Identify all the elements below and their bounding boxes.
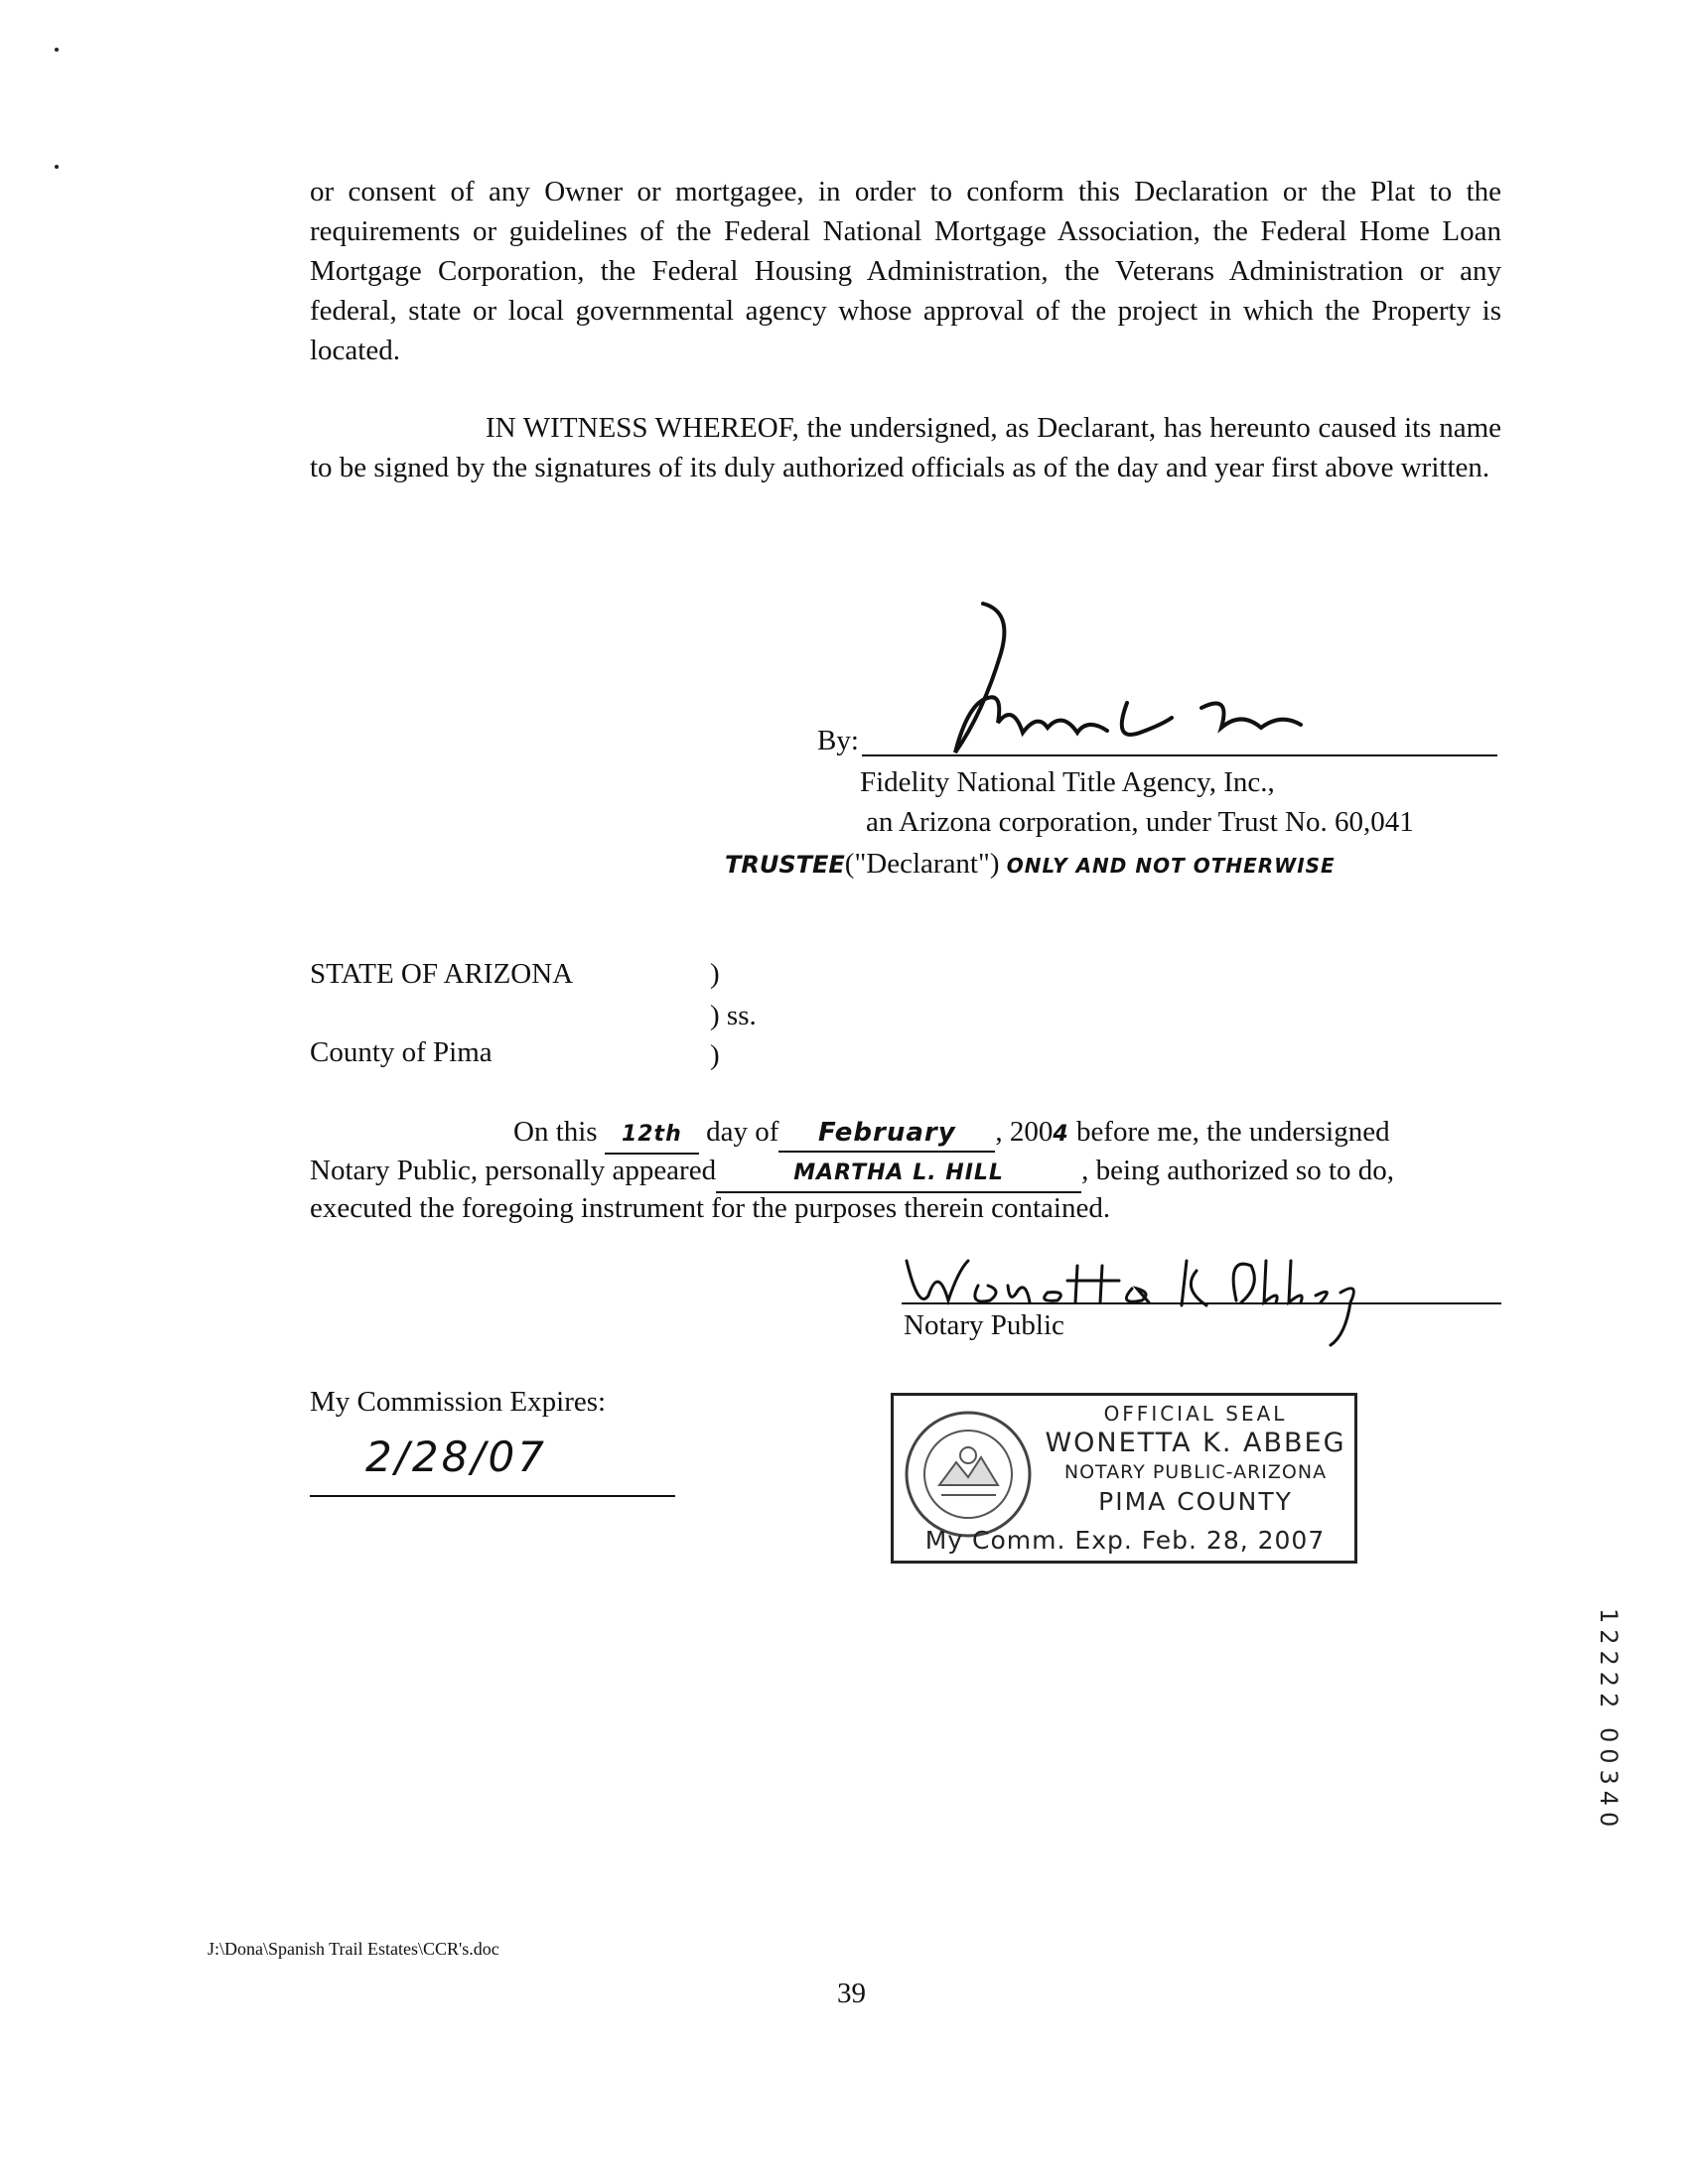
ack-line-1 xyxy=(513,1114,1390,1155)
ack-line-2 xyxy=(310,1153,1394,1193)
before-me-text: before me, the undersigned xyxy=(1075,1116,1390,1148)
seal-commission-expiry: My Comm. Exp. Feb. 28, 2007 xyxy=(924,1526,1326,1555)
recording-number-text: 12222 00340 xyxy=(1595,1608,1622,1834)
handwritten-only-not-otherwise: ONLY AND NOT OTHERWISE xyxy=(1006,854,1336,878)
handwritten-month: February xyxy=(818,1118,956,1148)
seal-official-seal: OFFICIAL SEAL xyxy=(1103,1402,1288,1426)
official-notary-seal xyxy=(891,1393,1357,1564)
authorized-text: , being authorized so to do, xyxy=(1081,1155,1395,1186)
venue-ss: ) ss. xyxy=(710,1000,757,1031)
scan-speck xyxy=(55,48,59,52)
witness-paragraph: IN WITNESS WHEREOF, the undersigned, as Declarant, has hereunto caused its name to be signed by the signatures of its duly authorized officials as of the day and year first above written. xyxy=(310,412,1501,483)
notary-public-label: Notary Public xyxy=(904,1309,1064,1341)
state-of-arizona: STATE OF ARIZONA xyxy=(310,958,574,990)
seal-pima-county: PIMA COUNTY xyxy=(1098,1487,1293,1516)
notary-signature-line xyxy=(902,1302,1501,1304)
on-this-text: On this xyxy=(513,1116,598,1148)
commission-expires-label: My Commission Expires: xyxy=(310,1386,607,1418)
county-of-pima: County of Pima xyxy=(310,1036,493,1068)
seal-notary-name: WONETTA K. ABBEG xyxy=(1045,1428,1346,1458)
year-prefix: , 200 xyxy=(995,1116,1054,1148)
day-of-text: day of xyxy=(706,1116,779,1148)
seal-notary-public-arizona: NOTARY PUBLIC-ARIZONA xyxy=(1063,1461,1328,1483)
trustee-line xyxy=(725,846,1336,884)
day-field xyxy=(605,1114,699,1155)
declarant-label: ("Declarant") xyxy=(844,848,1000,880)
scan-speck xyxy=(55,165,59,169)
venue-paren-3: ) xyxy=(710,1039,720,1071)
venue-paren-1: ) xyxy=(710,958,720,990)
page-number: 39 xyxy=(837,1978,866,2009)
arizona-state-seal-icon xyxy=(902,1408,1036,1542)
declarant-signature xyxy=(874,594,1350,762)
personally-appeared-text: Notary Public, personally appeared xyxy=(310,1155,717,1186)
handwritten-trustee: TRUSTEE xyxy=(725,851,845,879)
company-name: Fidelity National Title Agency, Inc., xyxy=(860,766,1275,798)
handwritten-year-digit: 4 xyxy=(1053,1122,1069,1147)
commission-date-handwritten: 2/28/07 xyxy=(365,1433,547,1481)
handwritten-day: 12th xyxy=(621,1122,682,1147)
file-path: J:\Dona\Spanish Trail Estates\CCR's.doc xyxy=(208,1939,499,1959)
commission-date-line xyxy=(310,1495,675,1497)
by-label: By: xyxy=(817,725,859,756)
month-field xyxy=(778,1114,995,1153)
appeared-name-field xyxy=(716,1153,1081,1193)
corporation-trust-line: an Arizona corporation, under Trust No. 60,041 xyxy=(866,806,1414,838)
recording-number-vertical xyxy=(1587,1608,1626,1886)
handwritten-appeared-name: MARTHA L. HILL xyxy=(793,1160,1004,1185)
ack-line-3: executed the foregoing instrument for the purposes therein contained. xyxy=(310,1192,1111,1224)
paragraph-conform: or consent of any Owner or mortgagee, in order to conform this Declaration or the Plat to the requirements or guidelines of the Federal National Mortgage Association, the Federal Home Loan Mortgage Corporation, the Federal Housing Administration, the Veterans Administration or any federal, state or local governmental agency whose approval of the project in which the Property is located. xyxy=(310,176,1501,366)
